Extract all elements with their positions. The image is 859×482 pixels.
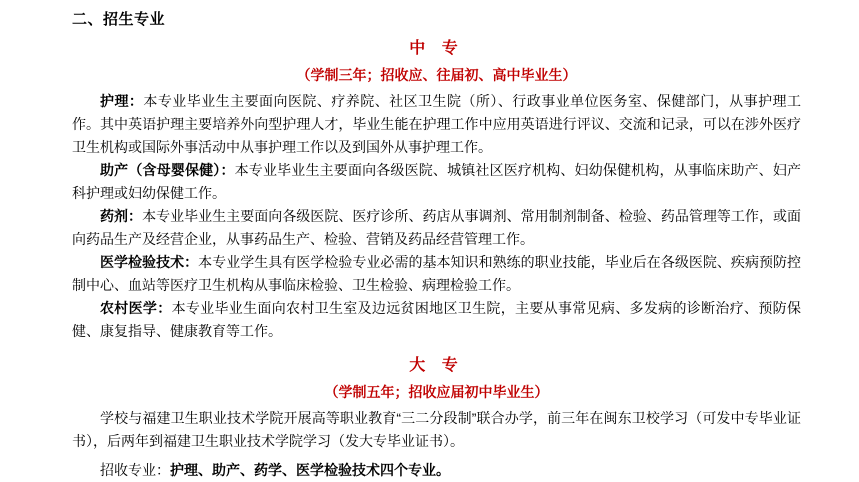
level2-paragraph: 学校与福建卫生职业技术学院开展高等职业教育“三二分段制”联合办学，前三年在闽东卫校学习（可发中专毕业证书），后两年到福建卫生职业技术学院学习（发大专毕业证书）。 <box>72 410 801 449</box>
level2-title: 大 专 <box>409 357 464 374</box>
major-text: 本专业毕业生主要面向各级医院、城镇社区医疗机构、妇幼保健机构，从事临床助产、妇产科护理或妇幼保健工作。 <box>72 162 802 201</box>
major-paragraph <box>72 205 801 251</box>
major-text: 本专业毕业生面向农村卫生室及边远贫困地区卫生院，主要从事常见病、多发病的诊断治疗、预防保健、康复指导、健康教育等工作。 <box>72 300 801 339</box>
enroll-text: 护理、助产、药学、医学检验技术四个专业。 <box>170 462 450 478</box>
level2-enroll-paragraph <box>72 459 801 482</box>
major-name: 医学检验技术： <box>100 254 199 270</box>
major-paragraph <box>72 159 801 205</box>
major-name: 护理： <box>100 93 144 109</box>
major-name: 药剂： <box>100 208 143 224</box>
major-text: 本专业学生具有医学检验专业必需的基本知识和熟练的职业技能，毕业后在各级医院、疾病预防控制中心、血站等医疗卫生机构从事临床检验、卫生检验、病理检验工作。 <box>72 254 802 293</box>
major-text: 本专业毕业生主要面向各级医院、医疗诊所、药店从事调剂、常用制剂制备、检验、药品管理等工作，或面向药品生产及经营企业，从事药品生产、检验、营销及药品经营管理工作。 <box>72 208 801 247</box>
section-spacer <box>72 343 801 353</box>
level1-title: 中 专 <box>409 40 464 57</box>
major-text: 本专业毕业生主要面向医院、疗养院、社区卫生院（所）、行政事业单位医务室、保健部门，从事护理工作。其中英语护理主要培养外向型护理人才，毕业生能在护理工作中应用英语进行评议、交流和记录，可以在涉外医疗卫生机构或国际外事活动中从事护理工作以及到国外从事护理工作。 <box>72 93 801 155</box>
level1-subtitle: （学制三年；招收应、往届初、高中毕业生） <box>296 67 577 83</box>
enroll-label: 招收专业： <box>100 462 170 478</box>
major-name: 农村医学： <box>100 300 172 316</box>
major-name: 助产（含母婴保健）： <box>100 162 235 178</box>
major-paragraph <box>72 90 801 159</box>
section-heading: 二、招生专业 <box>72 11 166 28</box>
level2-subtitle: （学制五年；招收应届初中毕业生） <box>324 384 549 400</box>
major-paragraph <box>72 297 801 343</box>
major-paragraph <box>72 251 801 297</box>
